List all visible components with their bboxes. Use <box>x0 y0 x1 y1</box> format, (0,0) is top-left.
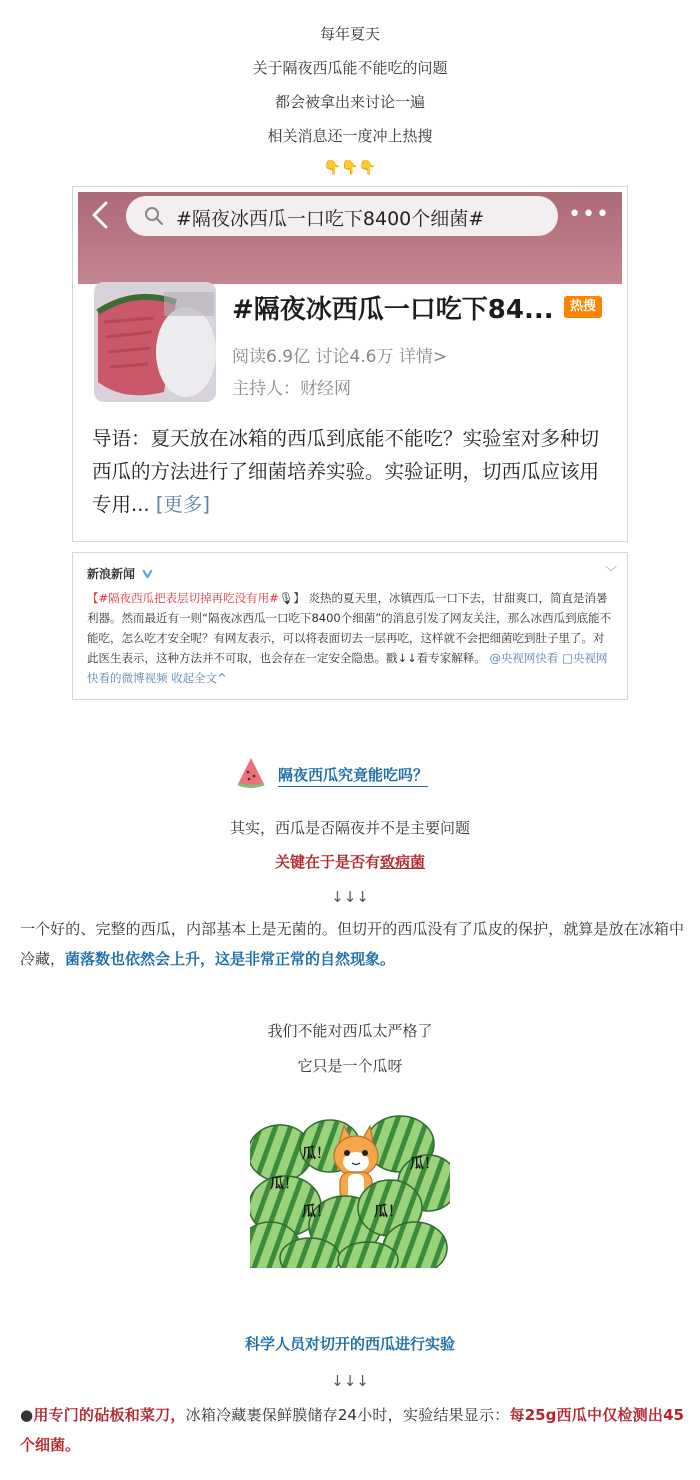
search-query: #隔夜冰西瓜一口吃下8400个细菌# <box>176 208 485 230</box>
guide-more-link[interactable]: [更多] <box>155 493 211 516</box>
cat-watermelon-icon <box>250 1108 450 1268</box>
intro-line-1: 每年夏天 <box>319 25 380 43</box>
topic-screenshot <box>72 186 628 542</box>
chevron-down-icon[interactable]: ﹀ <box>604 565 617 579</box>
para-text: 一个好的、完整的西瓜，内部基本上是无菌的。但切开的西瓜没有了瓜皮的保护，就算是放在冰箱中冷藏， <box>20 920 684 968</box>
melon-label-1: 瓜！ <box>302 1146 330 1162</box>
section1-key-line <box>0 851 700 873</box>
intro-line-3: 都会被拿出来讨论一遍 <box>274 93 425 111</box>
post-author[interactable] <box>87 565 613 582</box>
section1-line-3: 我们不能对西瓜太严格了 <box>267 1022 433 1040</box>
melon-label-4: 瓜！ <box>302 1204 330 1220</box>
author-name[interactable]: 新浪新闻 <box>87 567 136 581</box>
back-arrow-icon[interactable] <box>88 200 114 230</box>
verified-v-icon <box>141 567 154 580</box>
watermelon-thumbnail <box>94 282 216 402</box>
para2-text: 冰箱冷藏裹保鲜膜储存24小时，实验结果显示： <box>185 1406 510 1424</box>
hot-search-badge: 热搜 <box>564 296 602 318</box>
watermelon-slice-icon <box>236 756 266 788</box>
section-heading-1 <box>0 756 700 792</box>
topic-stats[interactable]: 阅读6.9亿 讨论4.6万 详情> <box>232 347 448 367</box>
post-source-link[interactable]: @央视网快看 <box>489 651 559 665</box>
post-body <box>87 588 613 688</box>
key-underlined: 致病菌 <box>380 853 426 871</box>
melon-label-3: 瓜！ <box>270 1176 298 1192</box>
section2-paragraph <box>20 1400 684 1460</box>
melon-label-5: 瓜！ <box>374 1204 402 1220</box>
section1-line-1: 其实，西瓜是否隔夜并不是主要问题 <box>229 819 470 837</box>
guide-text: 导语：夏天放在冰箱的西瓜到底能不能吃？实验室对多种切西瓜的方法进行了细菌培养实验。实验证明，切西瓜应该用专用... <box>92 427 600 516</box>
section1-paragraph <box>20 914 684 974</box>
arrows-down-2: ↓↓↓ <box>331 1372 369 1390</box>
hashtag-bracket: 】 <box>293 591 305 605</box>
watermelon-photo-icon <box>94 282 216 402</box>
section-title-2: 科学人员对切开的西瓜进行实验 <box>244 1335 455 1353</box>
search-icon <box>144 206 164 226</box>
section-title-1: 隔夜西瓜究竟能吃吗？ <box>278 764 428 787</box>
mic-icon: 🎙 <box>278 591 294 605</box>
para-highlight: 菌落数也依然会上升，这是非常正常的自然现象。 <box>65 950 396 968</box>
para2-highlight-2: 每25g西瓜中仅检测出45个细菌。 <box>20 1406 684 1454</box>
topic-card <box>78 284 622 536</box>
topic-guide-text <box>92 422 612 521</box>
more-options-icon[interactable]: ••• <box>568 202 610 227</box>
collapse-link[interactable]: 收起全文^ <box>171 671 227 685</box>
melon-label-2: 瓜！ <box>410 1156 438 1172</box>
intro-line-2: 关于隔夜西瓜能不能吃的问题 <box>252 59 448 77</box>
search-bar[interactable] <box>126 196 558 236</box>
cat-watermelon-illustration <box>250 1108 450 1268</box>
pointing-down-icon: 👇👇👇 <box>323 160 377 176</box>
news-post-screenshot <box>72 552 628 700</box>
post-body-text: 炎热的夏天里，冰镇西瓜一口下去，甘甜爽口，简直是消暑利器。然而最近有一则“隔夜冰西瓜一口吃下8400个细菌”的消息引发了网友关注，那么冰西瓜到底能不能吃，怎么吃才安全呢？有网友表示，可以将表面切去一层再吃，这样就不会把细菌吃到肚子里了。对此医生表示，这种方法并不可取，也会存在一定安全隐患。戳↓↓看专家解释。 <box>87 591 612 665</box>
post-video-link[interactable]: □央视网快看的微博视频 <box>87 651 608 685</box>
topic-host: 主持人：财经网 <box>232 379 351 399</box>
para2-highlight-1: 用专门的砧板和菜刀， <box>33 1406 186 1424</box>
intro-line-4: 相关消息还一度冲上热搜 <box>267 127 433 145</box>
bullet-icon: ● <box>20 1406 34 1424</box>
post-hashtag[interactable]: 【#隔夜西瓜把表层切掉再吃没有用# <box>87 591 279 605</box>
section1-line-4: 它只是一个瓜呀 <box>297 1057 403 1075</box>
arrows-down-1: ↓↓↓ <box>331 888 369 906</box>
topic-title: #隔夜冰西瓜一口吃下84... <box>232 295 554 325</box>
key-text: 关键在于是否有 <box>274 853 380 871</box>
